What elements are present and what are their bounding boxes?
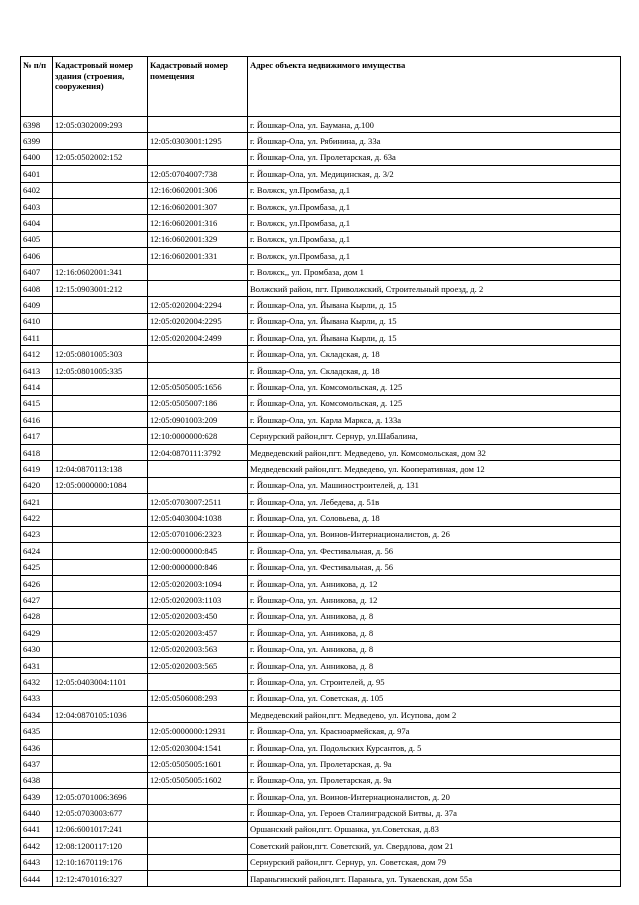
cell-address: г. Йошкар-Ола, ул. Воинов-Интернационалистов, д. 26 [248,526,621,542]
cell-number: 6400 [21,149,53,165]
table-row [21,657,621,673]
cell-building-cadastral: 12:05:0302009:293 [53,117,148,133]
header-number: № п/п [21,57,53,117]
table-row [21,166,621,182]
cell-address: г. Йошкар-Ола, ул. Комсомольская, д. 125 [248,395,621,411]
cell-address: г. Йошкар-Ола, ул. Йывана Кырли, д. 15 [248,330,621,346]
table-row [21,182,621,198]
cell-number: 6402 [21,182,53,198]
cell-building-cadastral: 12:16:0602001:341 [53,264,148,280]
cell-building-cadastral: 12:05:0703003:677 [53,805,148,821]
cell-building-cadastral [53,215,148,231]
cell-premises-cadastral: 12:05:0505005:1602 [148,772,248,788]
cell-building-cadastral [53,182,148,198]
cell-building-cadastral: 12:10:1670119:176 [53,854,148,870]
cell-premises-cadastral: 12:05:0505007:186 [148,395,248,411]
header-address: Адрес объекта недвижимого имущества [248,57,621,117]
cell-address: г. Йошкар-Ола, ул. Советская, д. 105 [248,690,621,706]
table-row [21,789,621,805]
cell-number: 6442 [21,838,53,854]
cell-premises-cadastral: 12:16:0602001:316 [148,215,248,231]
cell-premises-cadastral: 12:05:0403004:1038 [148,510,248,526]
cell-address: г. Йошкар-Ола, ул. Пролетарская, д. 9а [248,772,621,788]
cell-number: 6409 [21,297,53,313]
cell-number: 6406 [21,248,53,264]
cell-premises-cadastral: 12:05:0704007:738 [148,166,248,182]
cell-premises-cadastral [148,805,248,821]
cell-building-cadastral: 12:15:0903001:212 [53,280,148,296]
cell-number: 6423 [21,526,53,542]
property-registry-table [20,56,621,887]
table-row [21,854,621,870]
cell-premises-cadastral: 12:16:0602001:307 [148,198,248,214]
cell-premises-cadastral [148,362,248,378]
cell-address: Волжский район, пгт. Приволжский, Строительный проезд, д. 2 [248,280,621,296]
cell-number: 6438 [21,772,53,788]
cell-premises-cadastral: 12:05:0202003:1103 [148,592,248,608]
cell-building-cadastral: 12:05:0701006:3696 [53,789,148,805]
cell-building-cadastral [53,231,148,247]
table-row [21,739,621,755]
cell-number: 6422 [21,510,53,526]
cell-number: 6403 [21,198,53,214]
cell-premises-cadastral [148,789,248,805]
header-building-cadastral: Кадастровый номер здания (строения, сооружения) [53,57,148,117]
cell-building-cadastral [53,657,148,673]
table-row [21,543,621,559]
cell-building-cadastral [53,428,148,444]
table-row [21,395,621,411]
cell-number: 6424 [21,543,53,559]
cell-premises-cadastral [148,117,248,133]
cell-number: 6398 [21,117,53,133]
cell-number: 6429 [21,625,53,641]
cell-building-cadastral: 12:04:0870105:1036 [53,707,148,723]
cell-number: 6399 [21,133,53,149]
cell-address: Сернурский район,пгт. Сернур, ул.Шабалина, [248,428,621,444]
cell-building-cadastral [53,297,148,313]
cell-building-cadastral [53,723,148,739]
cell-number: 6421 [21,493,53,509]
table-row [21,412,621,428]
cell-number: 6439 [21,789,53,805]
cell-building-cadastral: 12:05:0403004:1101 [53,674,148,690]
table-row [21,575,621,591]
cell-building-cadastral [53,444,148,460]
cell-address: Медведевский район,пгт. Медведево, ул. Кооперативная, дом 12 [248,461,621,477]
cell-address: г. Йошкар-Ола, ул. Соловьева, д. 18 [248,510,621,526]
cell-address: г. Йошкар-Ола, ул. Карла Маркса, д. 133а [248,412,621,428]
cell-building-cadastral [53,526,148,542]
cell-building-cadastral: 12:06:6001017:241 [53,821,148,837]
cell-address: г. Волжск, ул.Промбаза, д.1 [248,182,621,198]
cell-address: г. Волжск,, ул. Промбаза, дом 1 [248,264,621,280]
cell-number: 6407 [21,264,53,280]
table-row [21,756,621,772]
cell-address: г. Йошкар-Ола, ул. Подольских Курсантов, д. 5 [248,739,621,755]
cell-premises-cadastral: 12:05:0202003:450 [148,608,248,624]
cell-building-cadastral [53,313,148,329]
table-row [21,280,621,296]
cell-number: 6432 [21,674,53,690]
cell-premises-cadastral [148,674,248,690]
cell-premises-cadastral: 12:05:0202003:1094 [148,575,248,591]
table-row [21,526,621,542]
cell-building-cadastral [53,493,148,509]
table-row [21,838,621,854]
cell-number: 6408 [21,280,53,296]
cell-building-cadastral: 12:12:4701016:327 [53,870,148,886]
cell-address: г. Йошкар-Ола, ул. Складская, д. 18 [248,362,621,378]
cell-number: 6444 [21,870,53,886]
cell-address: г. Йошкар-Ола, ул. Рябинина, д. 33а [248,133,621,149]
cell-address: Оршанский район,пгт. Оршанка, ул.Советская, д.83 [248,821,621,837]
cell-premises-cadastral [148,346,248,362]
table-row [21,592,621,608]
cell-building-cadastral [53,133,148,149]
cell-number: 6420 [21,477,53,493]
cell-address: г. Йошкар-Ола, ул. Медицинская, д. 3/2 [248,166,621,182]
cell-building-cadastral [53,198,148,214]
table-row [21,379,621,395]
cell-building-cadastral: 12:05:0502002:152 [53,149,148,165]
table-row [21,444,621,460]
cell-premises-cadastral [148,821,248,837]
cell-building-cadastral: 12:08:1200117:120 [53,838,148,854]
header-row [21,57,621,117]
cell-premises-cadastral [148,838,248,854]
cell-address: Сернурский район,пгт. Сернур, ул. Советская, дом 79 [248,854,621,870]
table-row [21,313,621,329]
cell-address: г. Йошкар-Ола, ул. Баумана, д.100 [248,117,621,133]
cell-address: г. Йошкар-Ола, ул. Анникова, д. 8 [248,625,621,641]
table-row [21,231,621,247]
cell-address: г. Йошкар-Ола, ул. Пролетарская, д. 63а [248,149,621,165]
cell-building-cadastral [53,575,148,591]
table-row [21,149,621,165]
cell-address: г. Волжск, ул.Промбаза, д.1 [248,248,621,264]
cell-premises-cadastral: 12:16:0602001:331 [148,248,248,264]
cell-address: Советский район,пгт. Советский, ул. Свердлова, дом 21 [248,838,621,854]
cell-number: 6411 [21,330,53,346]
cell-building-cadastral [53,248,148,264]
cell-building-cadastral: 12:05:0801005:335 [53,362,148,378]
cell-building-cadastral [53,608,148,624]
table-row [21,821,621,837]
cell-building-cadastral [53,559,148,575]
cell-premises-cadastral: 12:00:0000000:846 [148,559,248,575]
table-row [21,477,621,493]
cell-number: 6416 [21,412,53,428]
cell-number: 6405 [21,231,53,247]
cell-address: г. Волжск, ул.Промбаза, д.1 [248,198,621,214]
cell-number: 6401 [21,166,53,182]
table-row [21,510,621,526]
cell-number: 6430 [21,641,53,657]
cell-number: 6428 [21,608,53,624]
cell-building-cadastral [53,756,148,772]
cell-premises-cadastral: 12:00:0000000:845 [148,543,248,559]
cell-address: г. Йошкар-Ола, ул. Лебедева, д. 51в [248,493,621,509]
table-row [21,674,621,690]
cell-number: 6440 [21,805,53,821]
cell-number: 6426 [21,575,53,591]
cell-premises-cadastral: 12:05:0505005:1656 [148,379,248,395]
cell-address: г. Йошкар-Ола, ул. Фестивальная, д. 56 [248,543,621,559]
cell-number: 6417 [21,428,53,444]
cell-building-cadastral [53,395,148,411]
cell-building-cadastral: 12:04:0870113:138 [53,461,148,477]
cell-address: г. Йошкар-Ола, ул. Анникова, д. 12 [248,575,621,591]
cell-number: 6437 [21,756,53,772]
cell-premises-cadastral: 12:05:0901003:209 [148,412,248,428]
table-row [21,133,621,149]
cell-address: г. Волжск, ул.Промбаза, д.1 [248,231,621,247]
cell-number: 6427 [21,592,53,608]
cell-number: 6425 [21,559,53,575]
cell-number: 6418 [21,444,53,460]
cell-premises-cadastral: 12:10:0000000:628 [148,428,248,444]
cell-address: г. Йошкар-Ола, ул. Анникова, д. 12 [248,592,621,608]
cell-address: г. Йошкар-Ола, ул. Воинов-Интернационалистов, д. 20 [248,789,621,805]
cell-address: г. Йошкар-Ола, ул. Фестивальная, д. 56 [248,559,621,575]
cell-address: г. Йошкар-Ола, ул. Анникова, д. 8 [248,608,621,624]
cell-premises-cadastral: 12:05:0202003:563 [148,641,248,657]
cell-premises-cadastral [148,854,248,870]
cell-number: 6413 [21,362,53,378]
table-row [21,248,621,264]
cell-premises-cadastral: 12:05:0202004:2499 [148,330,248,346]
cell-premises-cadastral: 12:05:0505005:1601 [148,756,248,772]
cell-premises-cadastral: 12:05:0506008:293 [148,690,248,706]
cell-premises-cadastral [148,461,248,477]
cell-address: г. Йошкар-Ола, ул. Комсомольская, д. 125 [248,379,621,395]
cell-premises-cadastral: 12:05:0202004:2295 [148,313,248,329]
table-row [21,346,621,362]
cell-address: г. Йошкар-Ола, ул. Йывана Кырли, д. 15 [248,297,621,313]
cell-number: 6436 [21,739,53,755]
cell-premises-cadastral [148,280,248,296]
cell-address: г. Йошкар-Ола, ул. Пролетарская, д. 9а [248,756,621,772]
table-row [21,805,621,821]
cell-premises-cadastral [148,264,248,280]
table-row [21,362,621,378]
cell-address: Медведевский район,пгт. Медведево, ул. Комсомольская, дом 32 [248,444,621,460]
cell-premises-cadastral [148,477,248,493]
table-row [21,690,621,706]
cell-number: 6412 [21,346,53,362]
cell-premises-cadastral: 12:05:0203004:1541 [148,739,248,755]
cell-address: г. Йошкар-Ола, ул. Анникова, д. 8 [248,641,621,657]
cell-premises-cadastral [148,707,248,723]
cell-premises-cadastral: 12:04:0870111:3792 [148,444,248,460]
cell-number: 6433 [21,690,53,706]
table-row [21,625,621,641]
cell-premises-cadastral: 12:05:0703007:2511 [148,493,248,509]
cell-building-cadastral [53,690,148,706]
cell-premises-cadastral [148,149,248,165]
table-row [21,608,621,624]
table-row [21,723,621,739]
table-row [21,772,621,788]
cell-building-cadastral [53,772,148,788]
table-row [21,330,621,346]
table-row [21,117,621,133]
table-row [21,870,621,886]
cell-number: 6414 [21,379,53,395]
cell-number: 6415 [21,395,53,411]
table-header [21,57,621,117]
cell-premises-cadastral: 12:05:0303001:1295 [148,133,248,149]
table-row [21,297,621,313]
table-row [21,215,621,231]
cell-building-cadastral [53,739,148,755]
table-row [21,493,621,509]
table-row [21,198,621,214]
cell-premises-cadastral: 12:05:0202003:565 [148,657,248,673]
table-row [21,461,621,477]
table-row [21,641,621,657]
cell-number: 6431 [21,657,53,673]
cell-building-cadastral [53,625,148,641]
cell-address: г. Волжск, ул.Промбаза, д.1 [248,215,621,231]
header-premises-cadastral: Кадастровый номер помещения [148,57,248,117]
cell-address: г. Йошкар-Ола, ул. Йывана Кырли, д. 15 [248,313,621,329]
cell-building-cadastral [53,543,148,559]
table-row [21,428,621,444]
cell-address: Медведевский район,пгт. Медведево, ул. Исупова, дом 2 [248,707,621,723]
cell-number: 6441 [21,821,53,837]
cell-premises-cadastral: 12:05:0000000:12931 [148,723,248,739]
cell-address: г. Йошкар-Ола, ул. Складская, д. 18 [248,346,621,362]
table-row [21,264,621,280]
cell-address: Параньгинский район,пгт. Параньга, ул. Тукаевская, дом 55а [248,870,621,886]
table-body [21,117,621,887]
cell-premises-cadastral: 12:16:0602001:306 [148,182,248,198]
cell-building-cadastral [53,166,148,182]
cell-premises-cadastral: 12:05:0202004:2294 [148,297,248,313]
cell-address: г. Йошкар-Ола, ул. Красноармейская, д. 97а [248,723,621,739]
cell-building-cadastral [53,330,148,346]
cell-address: г. Йошкар-Ола, ул. Строителей, д. 95 [248,674,621,690]
cell-building-cadastral [53,641,148,657]
cell-building-cadastral: 12:05:0801005:303 [53,346,148,362]
cell-building-cadastral [53,412,148,428]
cell-building-cadastral [53,379,148,395]
cell-number: 6435 [21,723,53,739]
cell-number: 6404 [21,215,53,231]
cell-address: г. Йошкар-Ола, ул. Машиностроителей, д. 131 [248,477,621,493]
cell-number: 6443 [21,854,53,870]
cell-address: г. Йошкар-Ола, ул. Анникова, д. 8 [248,657,621,673]
cell-building-cadastral: 12:05:0000000:1084 [53,477,148,493]
cell-number: 6410 [21,313,53,329]
cell-building-cadastral [53,510,148,526]
cell-premises-cadastral: 12:05:0202003:457 [148,625,248,641]
cell-premises-cadastral: 12:16:0602001:329 [148,231,248,247]
cell-premises-cadastral: 12:05:0701006:2323 [148,526,248,542]
cell-address: г. Йошкар-Ола, ул. Героев Сталинградской Битвы, д. 37а [248,805,621,821]
table-row [21,559,621,575]
cell-building-cadastral [53,592,148,608]
cell-number: 6419 [21,461,53,477]
cell-premises-cadastral [148,870,248,886]
table-row [21,707,621,723]
cell-number: 6434 [21,707,53,723]
